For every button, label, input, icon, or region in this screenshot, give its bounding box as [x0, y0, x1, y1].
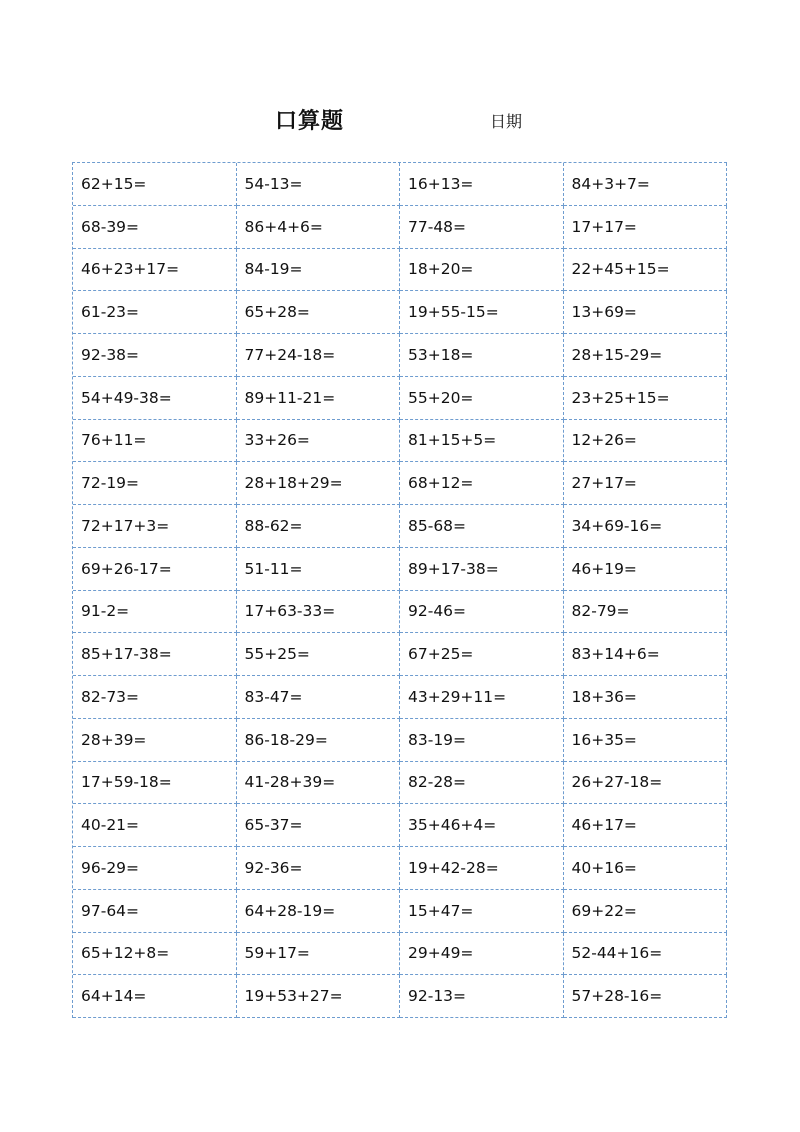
problem-cell: 96-29= — [73, 847, 237, 890]
problem-cell: 76+11= — [73, 420, 237, 463]
problem-cell: 88-62= — [237, 505, 401, 548]
problem-cell: 72+17+3= — [73, 505, 237, 548]
problem-cell: 89+11-21= — [237, 377, 401, 420]
problem-cell: 55+25= — [237, 633, 401, 676]
problem-cell: 23+25+15= — [564, 377, 728, 420]
problem-cell: 16+13= — [400, 163, 564, 206]
problem-cell: 65+12+8= — [73, 933, 237, 976]
problem-cell: 82-79= — [564, 591, 728, 634]
problem-cell: 64+14= — [73, 975, 237, 1018]
problem-cell: 55+20= — [400, 377, 564, 420]
problem-cell: 19+53+27= — [237, 975, 401, 1018]
problem-cell: 59+17= — [237, 933, 401, 976]
problem-cell: 40+16= — [564, 847, 728, 890]
problem-cell: 64+28-19= — [237, 890, 401, 933]
problem-cell: 34+69-16= — [564, 505, 728, 548]
problem-cell: 69+22= — [564, 890, 728, 933]
problem-cell: 28+15-29= — [564, 334, 728, 377]
problem-cell: 57+28-16= — [564, 975, 728, 1018]
problem-cell: 46+23+17= — [73, 249, 237, 292]
problem-cell: 28+39= — [73, 719, 237, 762]
problem-cell: 61-23= — [73, 291, 237, 334]
problem-cell: 18+36= — [564, 676, 728, 719]
problem-cell: 15+47= — [400, 890, 564, 933]
problem-cell: 18+20= — [400, 249, 564, 292]
date-label: 日期 — [490, 112, 523, 131]
problem-cell: 52-44+16= — [564, 933, 728, 976]
problem-cell: 84+3+7= — [564, 163, 728, 206]
problem-cell: 86+4+6= — [237, 206, 401, 249]
problem-cell: 27+17= — [564, 462, 728, 505]
problem-cell: 92-38= — [73, 334, 237, 377]
problem-cell: 43+29+11= — [400, 676, 564, 719]
problem-cell: 83+14+6= — [564, 633, 728, 676]
problem-cell: 17+17= — [564, 206, 728, 249]
problem-cell: 35+46+4= — [400, 804, 564, 847]
problem-cell: 16+35= — [564, 719, 728, 762]
problem-cell: 82-28= — [400, 762, 564, 805]
problem-cell: 19+42-28= — [400, 847, 564, 890]
problem-cell: 72-19= — [73, 462, 237, 505]
problem-cell: 68+12= — [400, 462, 564, 505]
problem-cell: 33+26= — [237, 420, 401, 463]
problem-cell: 89+17-38= — [400, 548, 564, 591]
problem-cell: 54+49-38= — [73, 377, 237, 420]
problem-cell: 67+25= — [400, 633, 564, 676]
problem-cell: 77+24-18= — [237, 334, 401, 377]
problem-cell: 69+26-17= — [73, 548, 237, 591]
problem-cell: 81+15+5= — [400, 420, 564, 463]
problem-cell: 13+69= — [564, 291, 728, 334]
problem-cell: 19+55-15= — [400, 291, 564, 334]
problem-cell: 65+28= — [237, 291, 401, 334]
problem-cell: 97-64= — [73, 890, 237, 933]
problem-cell: 85-68= — [400, 505, 564, 548]
problem-cell: 92-13= — [400, 975, 564, 1018]
problem-cell: 77-48= — [400, 206, 564, 249]
problem-cell: 92-46= — [400, 591, 564, 634]
problem-cell: 17+59-18= — [73, 762, 237, 805]
problem-cell: 40-21= — [73, 804, 237, 847]
problem-cell: 82-73= — [73, 676, 237, 719]
problem-cell: 86-18-29= — [237, 719, 401, 762]
problem-cell: 26+27-18= — [564, 762, 728, 805]
problem-cell: 83-47= — [237, 676, 401, 719]
problem-cell: 83-19= — [400, 719, 564, 762]
problem-cell: 62+15= — [73, 163, 237, 206]
problem-cell: 91-2= — [73, 591, 237, 634]
problem-cell: 46+17= — [564, 804, 728, 847]
problem-cell: 51-11= — [237, 548, 401, 591]
problem-table — [72, 162, 727, 1018]
problem-cell: 12+26= — [564, 420, 728, 463]
problem-cell: 53+18= — [400, 334, 564, 377]
page-title: 口算题 — [275, 108, 345, 134]
problem-cell: 28+18+29= — [237, 462, 401, 505]
problem-cell: 22+45+15= — [564, 249, 728, 292]
problem-cell: 46+19= — [564, 548, 728, 591]
problem-cell: 92-36= — [237, 847, 401, 890]
problem-cell: 68-39= — [73, 206, 237, 249]
problem-cell: 65-37= — [237, 804, 401, 847]
problem-cell: 84-19= — [237, 249, 401, 292]
problem-cell: 29+49= — [400, 933, 564, 976]
problem-cell: 17+63-33= — [237, 591, 401, 634]
problem-cell: 85+17-38= — [73, 633, 237, 676]
problem-cell: 41-28+39= — [237, 762, 401, 805]
problem-cell: 54-13= — [237, 163, 401, 206]
